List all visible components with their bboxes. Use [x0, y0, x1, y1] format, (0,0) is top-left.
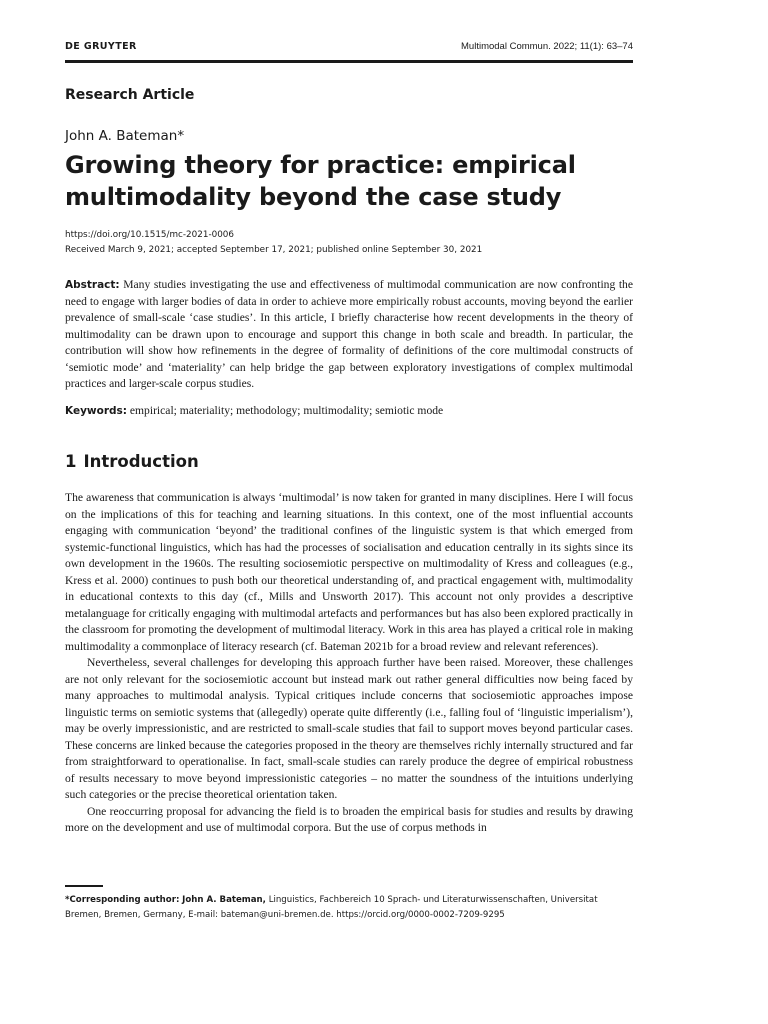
journal-citation: Multimodal Commun. 2022; 11(1): 63–74: [461, 41, 633, 52]
doi-link[interactable]: https://doi.org/10.1515/mc-2021-0006: [65, 230, 235, 240]
header-rule: [65, 60, 633, 63]
keywords: [65, 403, 633, 419]
body-text: [65, 490, 633, 837]
footnote-label: *Corresponding author:: [65, 895, 180, 905]
publisher-name: DE GRUYTER: [65, 41, 137, 52]
paragraph: The awareness that communication is always ‘multimodal’ is now taken for granted in many disciplines. Here I will focus on the implications of this for teaching and learning situations. In this context, one of the most influential accounts engaging with communication ‘beyond’ the traditional confines of the linguistic system is that which emerged from systemic-functional linguistics, which has had the processes of socialisation and education centrally in its sights since its own development in the 1960s. The resulting sociosemiotic perspective on multimodality of Kress and colleagues (e.g., Kress et al. 2000) continues to push both our theoretical understanding of, and practical engagement with, multimodality in educational contexts to this day (cf., Mills and Unsworth 2017). This account not only provides a descriptive metalanguage for critically engaging with multimodal artefacts and performances but has also been explored practically in the classroom for promoting the development of multimodal literacy. Work in this area has played a critical role in making multimodality a commonplace of literacy research (cf. Bateman 2021b for a broad review and relevant references).: [65, 491, 633, 653]
abstract-text: Many studies investigating the use and effectiveness of multimodal communication are now confronting the need to engage with larger bodies of data in order to achieve more empirically robust accounts, moving beyond the earlier prevalence of small-scale ‘case studies’. In this article, I briefly characterise how recent developments in the theory of multimodality can be drawn upon to encourage and support this change in both scale and breadth. In particular, the contribution will show how refinements in the degree of formality of definitions of the core multimodal constructs of ‘semiotic mode’ and ‘materiality’ can help bridge the gap between exploratory investigations of complex multimodal practices and larger-scale corpus studies.: [65, 278, 633, 390]
footnote-author: John A. Bateman,: [182, 895, 266, 905]
section-heading: [65, 452, 199, 471]
section-title: Introduction: [83, 452, 199, 471]
footnote-rule: [65, 885, 103, 887]
title-line: Growing theory for practice: empirical: [65, 151, 576, 179]
author-name: John A. Bateman*: [65, 128, 185, 144]
keywords-text: empirical; materiality; methodology; multimodality; semiotic mode: [129, 404, 444, 417]
section-number: 1: [65, 452, 77, 471]
publication-dates: Received March 9, 2021; accepted September 17, 2021; published online September 30, 2021: [65, 245, 483, 255]
title-line: multimodality beyond the case study: [65, 183, 562, 211]
keywords-label: Keywords:: [65, 405, 127, 417]
abstract-label: Abstract:: [65, 279, 120, 291]
paragraph: Nevertheless, several challenges for developing this approach further have been raised. Moreover, these challenges are not only relevant for the sociosemiotic account but instead mark out rather general difficulties now being faced by many approaches to multimodal analysis. Typical critiques include concerns that sociosemiotic approaches impose linguistic terms on semiotic systems that (allegedly) operate quite differently (i.e., falling foul of ‘linguistic imperialism’), may be overly impressionistic, and are restricted to small-scale studies that fail to support moves beyond particular cases. These concerns are linked because the categories proposed in the theory are themselves richly internally structured and far from straightforward to operationalise. In fact, small-scale studies can rarely produce the degree of empirical robustness of results necessary to move beyond impressionistic categories – no matter the soundness of the intuitions underlying such categories or the precise theoretical orientation taken.: [65, 656, 633, 801]
article-type: Research Article: [65, 87, 195, 103]
running-head: [65, 40, 633, 56]
abstract: [65, 277, 633, 393]
corresponding-author-footnote: [65, 893, 633, 922]
footnote-text: Linguistics, Fachbereich 10 Sprach- und Literaturwissenschaften, Universitat Bremen, Bremen, Germany, E-mail: bateman@uni-bremen.de. https://orcid.org/0000-0002-7209-9295: [65, 895, 598, 920]
paragraph: One reoccurring proposal for advancing the field is to broaden the empirical basis for studies and results by drawing more on the development and use of multimodal corpora. But the use of corpus methods in: [65, 804, 633, 834]
article-title: [65, 149, 633, 213]
